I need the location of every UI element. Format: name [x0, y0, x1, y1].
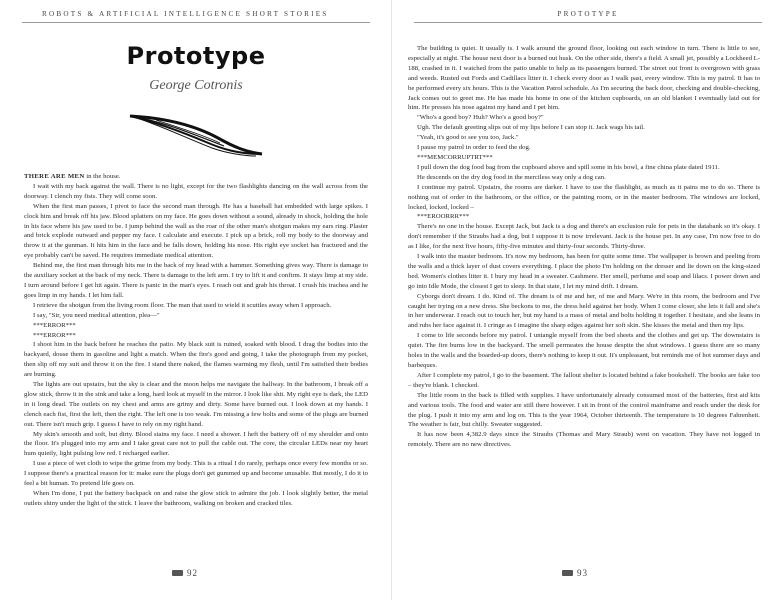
body-paragraph: The building is quiet. It usually is. I walk around the ground floor, looking out each window in turn. There is little to see, especially at night. The house next door is a burned out husk. On the other side, there's a field. A small jet, possibly a Lockheed L-188, crashed in it. I watched from the patio unable to help as its passengers burned. The street out front is overgrown with grass and weeds. Rusted out Fords and Cadillacs litter it. I check every door as I walk past, every window. This is my patrol. It has to be performed every six hours. This is the Vacation Patrol schedule. As I'm securing the back door, checking and double-checking, Jack comes out to greet me. He has made his home in one of the kitchen cupboards, on an old blanket I eventually laid out for him. He presses his nose against my hand and I pet him. [408, 45, 761, 112]
body-paragraph: I shoot him in the back before he reaches the patio. My black suit is ruined, soaked with blood. I drag the bodies into the backyard, douse them in gasoline and light a match. When the fire's good and going, I take the photograph from my pocket, then slip off my suit and throw it on the fire. I stand there naked, the flames warming my flesh, until I'm satisfied their bodies are burning. [24, 341, 368, 379]
right-page [392, 0, 784, 600]
body-paragraph: My skin's smooth and soft, but dirty. Blood stains my face. I need a shower. I heft the battery off of my shoulder and onto the floor. It's plugged into my arm and I take great care not to pull the cable out. The core, the circular LEDs near my heart hum quietly, light pulsing low red. I recharged earlier. [24, 430, 368, 458]
folio-mark-icon [172, 570, 183, 576]
body-paragraph: It has now been 4,382.9 days since the Straubs (Thomas and Mary Straub) went on vacation. They have not logged in remotely. There are no new directives. [408, 431, 760, 449]
page-number-left [172, 568, 198, 578]
folio-mark-icon [562, 570, 573, 576]
lead-in: THERE ARE MEN [24, 173, 85, 180]
running-head-left: ROBOTS & ARTIFICIAL INTELLIGENCE SHORT STORIES [42, 10, 329, 18]
body-paragraph: I wait with my back against the wall. There is no light, except for the two flashlights dancing on the wall across from the doorway. I clench my fists. They will come soon. [24, 182, 368, 200]
body-paragraph: After I complete my patrol, I go to the basement. The fallout shelter is located behind a fake bookshelf. The books are fake too – they're blank. I checked. [408, 371, 760, 389]
body-paragraph: I retrieve the shotgun from the living room floor. The man that used to wield it scuttles away when I approach. [33, 301, 332, 309]
body-paragraph: "Yeah, it's good to see you too, Jack." [417, 134, 519, 142]
body-paragraph: He descends on the dry dog food in the merciless way only a dog can. [417, 173, 606, 181]
body-paragraph: "Who's a good boy? Huh? Who's a good boy?" [417, 114, 544, 122]
header-rule [22, 22, 370, 23]
page-number-right [562, 568, 588, 578]
story-author: George Cotronis [149, 78, 243, 93]
story-title: Prototype [126, 42, 266, 70]
header-rule [414, 22, 762, 23]
opening-text: in the house. [84, 173, 121, 180]
body-paragraph: Cyborgs don't dream. I do. Kind of. The dream is of me and her, of me and Mary. We're in this room, the bedroom and I've caught her trying on a new dress. She beckons to me, the dress held against her body. When I come closer, she lets it fall and she's in her underwear. I reach out to touch her, but my hand is a mass of metal and bolts holding it together. I hesitate, and she leans in and rubs her face against it. I cringe as I imagine the sharp edges against her soft skin. She kisses the metal and then my lips. [408, 292, 760, 330]
body-paragraph: When the first man passes, I pivot to face the second man through. He has a baseball hat embedded with large spikes. I clock him and break off his jaw. Blood splatters on my face. He goes down without a sound, already in shock, holding the hole in his face where his jaw used to be. I jump behind the wall as the roar of the other man's shotgun makes my ears ring. Plaster and brick explode outward and pepper my face. I calculate and execute. I pick up a brick, roll my body to the doorway and throw it at the gunman. It hits him in the face and he falls down, holding his nose. His right eye socket has fractured and the eye probably can't be saved. He requires immediate medical attention. [24, 202, 368, 260]
body-paragraph: I walk into the master bedroom. It's now my bedroom, has been for quite some time. The wallpaper is brown and peeling from the walls and a thick layer of dust covers everything. I place the photo I'm holding on the dresser and lie down on the king-sized bed. Women's clothes litter it. I bury my head in a sweater. Cashmere. Her smell, perfume and soap and lilacs. I power down and go into Idle Mode, the closest I get to sleep. In that state, I let my mind drift. I dream. [408, 253, 760, 290]
body-paragraph: I pause my patrol in order to feed the dog. [417, 144, 531, 152]
error-line: ***MEMCORRUPTRT*** [417, 153, 493, 161]
error-line: ***ERROR*** [33, 321, 76, 329]
title-block [0, 42, 392, 94]
body-paragraph: I come to life seconds before my patrol. I untangle myself from the bed sheets and the clothes and get up. The downstairs is quiet. The fire burns low in the backyard. The smell permeates the house despite the shut windows. I guess there are so many holes in the walls and the boarded-up doors, there's nothing to keep it out. It's unpleasant, but reminds me of hot summer days and barbeques. [408, 332, 760, 369]
page-number: 93 [577, 568, 588, 578]
error-line: ***ERROR*** [33, 331, 76, 339]
body-paragraph: Behind me, the first man through hits me in the back of my head with a hammer. Something gives way. There is damage to the auxiliary socket at the back of my neck. There is damage to the left arm. I try to lift it and confirm. It stays limp at my side. I turn around before I get hit again. There is panic in the man's eyes. I reach out and grab his throat. I crush his trachea and he goes limp in my hands. I let him fall. [24, 262, 368, 299]
body-paragraph: The little room in the back is filled with supplies. I have unfortunately already consumed most of the batteries, first aid kits and various tools. The food and water are still there however. I sit in front of the control mainframe and reach under the desk for the plug. I push it into my arm and log on. This is the year 1964, October thirteenth. The temperature is 10 degrees Fahrenheit. The weather is fair, but chilly. Sweater suggested. [408, 391, 760, 429]
story-body-left [24, 172, 368, 509]
body-paragraph: There's no one in the house. Except Jack, but Jack is a dog and there's an exclusion rule for pets in the databank so it's okay. I don't remember if the Straubs had a dog, but I suppose it is now irrelevant. Jack is the house pet. In any case, I'm now free to do as I like, for the next five hours, fifty-five minutes and thirty-four seconds. Thirty-three. [408, 223, 760, 251]
body-paragraph: I pull down the dog food bag from the cupboard above and spill some in his bowl, a fine china plate dated 1911. [417, 163, 720, 171]
page-number: 92 [187, 568, 198, 578]
body-paragraph: I use a piece of wet cloth to wipe the grime from my body. This is a ritual I do rarely, perhaps once every few months or so. I suppose there's a practical reason for it: make sure the plugs don't get gummed up and become unusable. But mostly, I do it to feel a bit human. To pretend life goes on. [24, 460, 368, 488]
body-paragraph: I say, "Sir, you need medical attention, plea—" [33, 311, 160, 319]
body-paragraph: Ugh. The default greeting slips out of my lips before I can stop it. Jack wags his tail. [417, 124, 645, 132]
running-head-right: PROTOTYPE [557, 10, 619, 18]
ornament-swash-icon [126, 112, 266, 158]
body-paragraph: The lights are out upstairs, but the sky is clear and the moon helps me navigate the hallway. In the bathroom, I break off a glow stick, throw it in the sink and take a long, hard look at myself in the mirror. I look like shit. My right eye is dark, the LED in it long dead. The outlets on my chest and arms are grimy and dirty. Some have burned out. I look down at my hands. I clench each fist, first the left, then the right. The left one is too weak. I'm missing a few bolts and some of the plugs are burned out. There isn't much grip. I guess I have to rely on my right hand. [24, 381, 368, 428]
body-paragraph: When I'm done, I put the battery backpack on and raise the glow stick to admire the job. I look slightly better, the metal outlets shiny under the light of the stick. I leave the bathroom, walking on broken and cracked tiles. [24, 490, 368, 507]
story-body-right [408, 44, 760, 450]
body-paragraph: I continue my patrol. Upstairs, the rooms are darker. I have to use the flashlight, as much as it pains me to do so. There is nothing out of order in the bathroom, or the office, or the painting room, or in the master bedroom. The windows are locked, locked, locked, locked – [408, 183, 760, 211]
error-line: ***EROORRR*** [417, 213, 470, 221]
opening-paragraph [24, 172, 368, 182]
